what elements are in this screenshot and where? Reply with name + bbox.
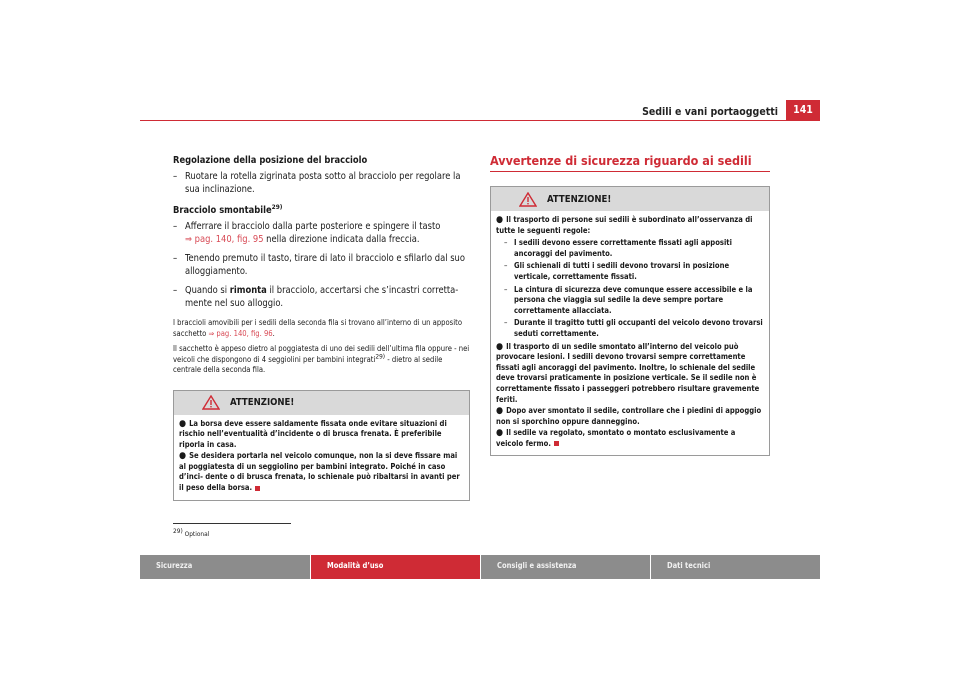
bullet-dot-icon: ● bbox=[496, 406, 504, 417]
heading-text: Bracciolo smontabile bbox=[173, 205, 272, 216]
heading-armrest-adjustment: Regolazione della posizione del bracciolo bbox=[173, 155, 368, 166]
warning-subitem bbox=[496, 285, 764, 317]
warning-header bbox=[174, 391, 469, 415]
bullet-text: Se desidera portarla nel veicolo comunque, non la si deve fissare mai al poggiatesta di un seggiolino per bambini integrato. Poiché in caso d’inci- dente o di brusca frenata, lo schienale può ribaltarsi in avanti per il peso della borsa. bbox=[179, 451, 460, 493]
footnote-ref[interactable]: 29) bbox=[375, 351, 386, 360]
warning-box bbox=[173, 390, 470, 501]
running-header-title: Sedili e vani portaoggetti bbox=[642, 106, 778, 118]
step-emphasis: rimonta bbox=[229, 285, 267, 296]
bullet-dot-icon: ● bbox=[496, 341, 504, 352]
dash-marker: – bbox=[173, 285, 178, 296]
end-of-section-marker bbox=[554, 441, 559, 446]
note-text: . bbox=[272, 328, 275, 338]
warning-bullet bbox=[496, 428, 764, 449]
tab-sicurezza[interactable]: Sicurezza bbox=[140, 555, 310, 579]
note-text: - dietro al sedile centrale della seconda fila. bbox=[173, 354, 443, 374]
warning-title: ATTENZIONE! bbox=[230, 397, 295, 408]
bullet-text: Dopo aver smontato il sedile, controllare che i piedini di appoggio non si sporchino oppure danneggino. bbox=[496, 406, 762, 426]
step-item bbox=[173, 284, 470, 310]
warning-title: ATTENZIONE! bbox=[547, 193, 612, 205]
warning-triangle-icon bbox=[519, 192, 537, 207]
warning-subitem bbox=[496, 238, 764, 259]
warning-bullet bbox=[179, 451, 464, 493]
warning-subitem bbox=[496, 261, 764, 282]
step-text: nella direzione indicata dalla freccia. bbox=[263, 234, 420, 245]
dash-marker: – bbox=[173, 221, 178, 232]
page-number: 141 bbox=[786, 100, 820, 120]
subitem-text: Durante il tragitto tutti gli occupanti del veicolo devono trovarsi seduti correttamente. bbox=[514, 318, 763, 338]
bullet-text: Il trasporto di un sedile smontato all’interno del veicolo può provocare lesioni. I sedili devono trovarsi sempre correttamente fissati agli ancoraggi del pavimento. Inoltre, lo schienale del sedile deve trovarsi praticamente in posizione verticale. Se il sedile non è correttamente fissato i passeggeri potrebbero risultare gravemente feriti. bbox=[496, 341, 760, 404]
footnote-mark: 29) bbox=[173, 526, 183, 535]
page-reference-link[interactable]: ⇒ pag. 140, fig. 95 bbox=[185, 234, 264, 245]
dash-marker: – bbox=[504, 284, 508, 294]
subitem-text: Gli schienali di tutti i sedili devono trovarsi in posizione verticale, correttamente fissati. bbox=[514, 261, 730, 281]
tab-dati-tecnici[interactable]: Dati tecnici bbox=[650, 555, 820, 579]
warning-box bbox=[490, 186, 770, 456]
step-item bbox=[173, 170, 470, 196]
step-text: il bracciolo, accertarsi che s’incastri corretta- mente nel suo alloggio. bbox=[185, 285, 459, 309]
warning-bullet bbox=[496, 406, 764, 427]
bullet-dot-icon: ● bbox=[179, 418, 187, 429]
right-column bbox=[490, 153, 770, 456]
step-text: Ruotare la rotella zigrinata posta sotto al bracciolo per regolare la sua inclinazione. bbox=[185, 171, 461, 195]
bullet-text: Il trasporto di persone sui sedili è subordinato all’osservanza di tutte le seguenti regole: bbox=[496, 215, 753, 235]
warning-bullet bbox=[496, 342, 764, 406]
dash-marker: – bbox=[173, 253, 178, 264]
warning-bullet bbox=[496, 215, 764, 236]
note-paragraph bbox=[173, 318, 470, 339]
dash-marker: – bbox=[504, 261, 508, 271]
dash-marker: – bbox=[173, 171, 178, 182]
subitem-text: La cintura di sicurezza deve comunque essere accessibile e la persona che viaggia sul sedile la deve sempre portare correttamente allacciata. bbox=[514, 284, 753, 315]
step-item bbox=[173, 220, 470, 246]
footer-nav bbox=[140, 555, 820, 579]
tab-modalita-uso[interactable]: Modalità d’uso bbox=[310, 555, 480, 579]
warning-triangle-icon bbox=[202, 395, 220, 410]
left-column bbox=[173, 154, 470, 501]
end-of-section-marker bbox=[255, 486, 260, 491]
note-text: I braccioli amovibili per i sedili della seconda fila si trovano all’interno di un apposito sacchetto bbox=[173, 318, 462, 338]
step-text: Afferrare il bracciolo dalla parte posteriore e spingere il tasto bbox=[185, 221, 441, 232]
warning-body bbox=[491, 211, 769, 455]
note-paragraph bbox=[173, 344, 470, 376]
footnote-rule bbox=[173, 523, 291, 524]
footnote-ref[interactable]: 29) bbox=[271, 202, 283, 211]
header-rule bbox=[140, 120, 820, 121]
warning-bullet bbox=[179, 419, 464, 451]
warning-header bbox=[491, 187, 769, 211]
dash-marker: – bbox=[504, 238, 508, 248]
bullet-text: Il sedile va regolato, smontato o montato esclusivamente a veicolo fermo. bbox=[496, 428, 736, 448]
warning-body bbox=[174, 415, 469, 500]
footnote bbox=[173, 526, 210, 538]
subitem-text: I sedili devono essere correttamente fissati agli appositi ancoraggi del pavimento. bbox=[514, 238, 732, 258]
step-text: Tenendo premuto il tasto, tirare di lato il bracciolo e sfilarlo dal suo alloggiamento. bbox=[185, 253, 465, 277]
section-title: Avvertenze di sicurezza riguardo ai sedili bbox=[490, 153, 770, 172]
footnote-text: Optional bbox=[184, 530, 210, 538]
bullet-dot-icon: ● bbox=[179, 451, 187, 462]
step-item bbox=[173, 252, 470, 278]
step-text: Quando si bbox=[185, 285, 230, 296]
page-reference-link[interactable]: ⇒ pag. 140, fig. 96 bbox=[208, 328, 273, 338]
bullet-text: La borsa deve essere saldamente fissata onde evitare situazioni di rischio nell’eventualità d’incidente o di brusca frenata. È preferibile riporla in casa. bbox=[179, 418, 447, 449]
note-text: Il sacchetto è appeso dietro al poggiatesta di uno dei sedili dell’ultima fila oppure - nei veicoli che dispongono di 4 seggiolini per bambini integrati bbox=[173, 344, 470, 364]
dash-marker: – bbox=[504, 318, 508, 328]
bullet-dot-icon: ● bbox=[496, 428, 504, 439]
tab-consigli-assistenza[interactable]: Consigli e assistenza bbox=[480, 555, 650, 579]
warning-subitem bbox=[496, 318, 764, 339]
bullet-dot-icon: ● bbox=[496, 215, 504, 225]
heading-removable-armrest bbox=[173, 204, 470, 217]
